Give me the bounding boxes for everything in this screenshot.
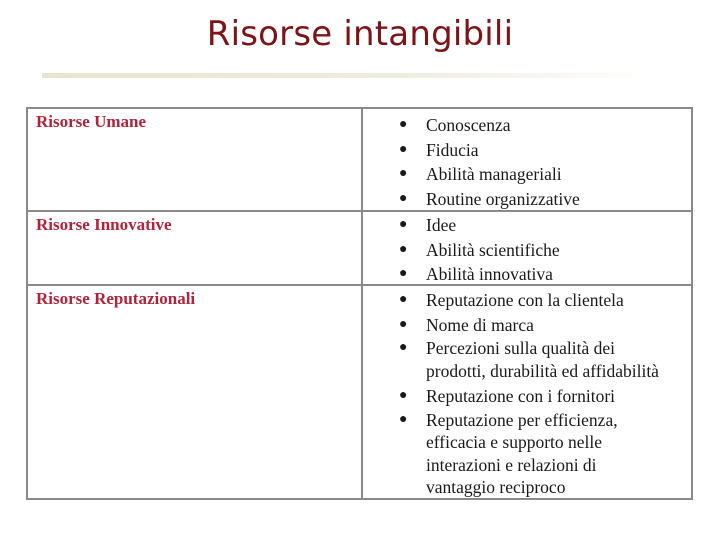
item-text: Abilità manageriali — [426, 164, 562, 185]
item-text: Routine organizzative — [426, 188, 580, 209]
item-text-line: vantaggio reciproco — [426, 477, 566, 498]
column-divider — [361, 286, 363, 498]
title-divider — [42, 73, 632, 78]
item-text: Nome di marca — [426, 314, 534, 335]
item-list — [396, 113, 580, 211]
bullet-icon: ● — [399, 217, 408, 232]
category-label: Risorse Umane — [36, 112, 147, 131]
item-text-line: prodotti, durabilità ed affidabilità — [426, 360, 659, 381]
list-item — [396, 213, 560, 238]
list-item — [396, 238, 560, 263]
list-item — [396, 187, 580, 212]
column-divider — [361, 212, 363, 284]
list-item — [396, 113, 580, 138]
bullet-icon: ● — [399, 241, 408, 257]
page-title: Risorse intangibili — [206, 14, 514, 54]
list-item — [396, 337, 659, 382]
bullet-icon: ● — [399, 266, 408, 282]
column-divider — [361, 109, 363, 210]
bullet-icon: ● — [399, 141, 408, 157]
bullet-icon: ● — [399, 292, 408, 307]
item-text-line: Percezioni sulla qualità dei — [426, 338, 616, 359]
item-list — [396, 288, 659, 501]
list-item — [396, 288, 659, 313]
item-list — [396, 213, 560, 287]
bullet-icon: ● — [399, 316, 408, 332]
list-item — [396, 138, 580, 163]
item-text: Fiducia — [426, 139, 479, 160]
item-text: Conoscenza — [426, 115, 511, 135]
bullet-icon: ● — [399, 166, 408, 182]
category-label: Risorse Reputazionali — [36, 289, 196, 308]
table-row-reputational-resources — [28, 284, 691, 498]
list-item — [396, 384, 659, 409]
item-text: Idee — [426, 215, 457, 235]
item-text: Reputazione con i fornitori — [426, 386, 616, 407]
bullet-icon: ● — [399, 340, 408, 356]
resources-table — [26, 107, 693, 500]
bullet-icon: ● — [399, 190, 408, 206]
bullet-icon: ● — [399, 411, 408, 427]
item-text: Reputazione con la clientela — [426, 290, 624, 310]
item-text-line: interazioni e relazioni di — [426, 454, 597, 475]
list-item — [396, 409, 659, 499]
table-row-human-resources — [28, 109, 691, 210]
item-text-line: Reputazione per efficienza, — [426, 409, 618, 430]
list-item — [396, 313, 659, 338]
bullet-icon: ● — [399, 117, 408, 132]
item-text: Abilità innovativa — [426, 264, 553, 285]
item-text: Abilità scientifiche — [426, 239, 560, 260]
bullet-icon: ● — [399, 388, 408, 404]
table-row-innovative-resources — [28, 210, 691, 284]
item-text-line: efficacia e supporto nelle — [426, 432, 603, 453]
list-item — [396, 162, 580, 187]
category-label: Risorse Innovative — [36, 215, 172, 234]
